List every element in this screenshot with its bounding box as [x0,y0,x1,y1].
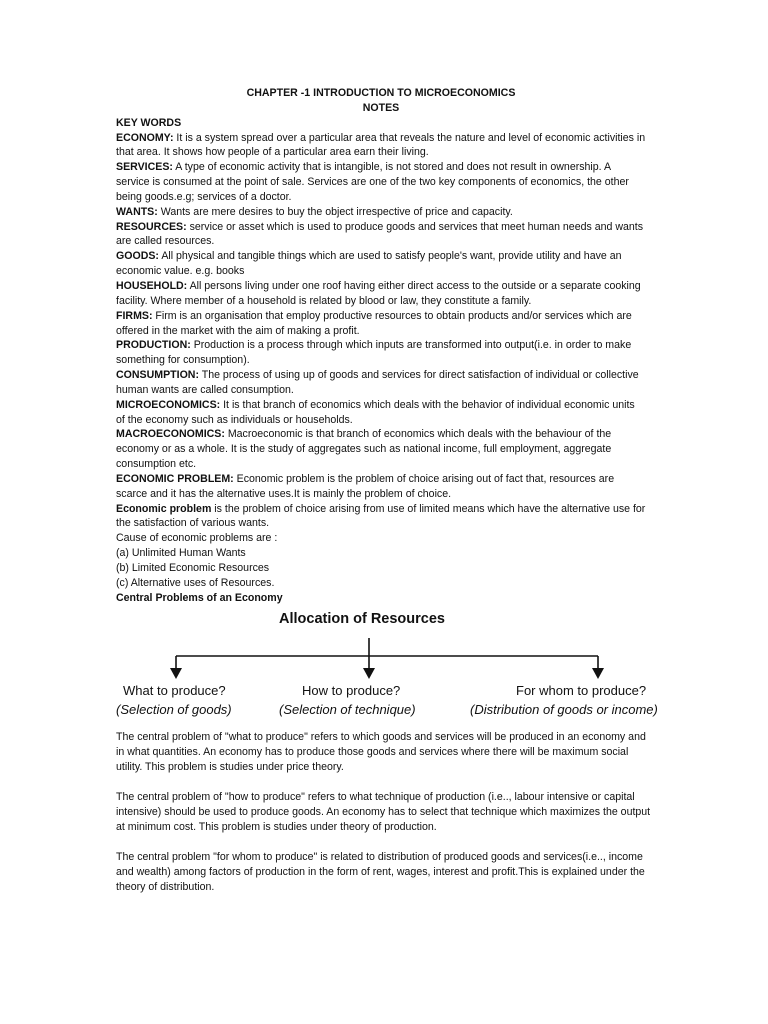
entry-text: Macroeconomic is that branch of economics which deals with the behaviour of the economy or as a whole. It is the study of aggregates such as national income, full employment, aggregate consumption etc. [116,428,612,471]
entry-text: Firm is an organisation that employ productive resources to obtain products and/or services which are offered in the market with the aim of making a profit. [116,309,632,337]
entry-services [116,160,646,205]
entry-economic-problem [116,472,646,502]
entry-term: FIRMS: [116,309,153,322]
entry-economic-problem-alt [116,502,646,532]
cause-item: (b) Limited Economic Resources [116,562,270,574]
entry-term: HOUSEHOLD: [116,279,188,292]
cause-item: (a) Unlimited Human Wants [116,547,246,560]
entry-economy [116,131,646,161]
entry-text: service or asset which is used to produce goods and services that meet human needs and wants are called resources. [116,220,644,248]
branch-label-how: How to produce? [302,683,401,698]
paragraph-how-to-produce: The central problem of "how to produce" refers to what technique of production (i.e.., labour intensive or capital intensive) should be used to produce goods. An economy has to select that technique which maximizes the output at minimum cost. This problem is studies under theory of production. [116,791,651,833]
keywords-heading: KEY WORDS [116,116,182,129]
entry-term: RESOURCES: [116,220,187,233]
entry-term: WANTS: [116,205,158,218]
entry-text: It is that branch of economics which deals with the behavior of individual economic units of the economy such as individuals or households. [116,398,635,426]
entry-term: SERVICES: [116,161,173,174]
entry-text: The process of using up of goods and services for direct satisfaction of individual or collective human wants are called consumption. [116,369,639,396]
entry-term: ECONOMIC PROBLEM: [116,472,234,485]
entry-production [116,338,646,368]
entry-text: Economic problem is the problem of choice arising out of fact that, resources are scarce and it has the alternative uses.It is mainly the problem of choice. [116,472,615,500]
branch-sub-what: (Selection of goods) [116,702,232,717]
allocation-diagram-svg [116,606,716,726]
arrow-down-icon [592,668,604,679]
diagram-title: Allocation of Resources [279,611,445,627]
arrow-down-icon [363,668,375,679]
entry-text: It is a system spread over a particular area that reveals the nature and level of economic activities in that area. It shows how people of a particular area earn their living. [116,131,646,159]
entry-household [116,279,646,309]
entry-microeconomics [116,398,646,428]
entry-consumption [116,368,646,398]
entry-text: A type of economic activity that is intangible, is not stored and does not result in ownership. A service is consumed at the point of sale. Services are one of the two key components of economics, the other being goods.e.g; services of a doctor. [116,161,629,203]
entry-term: CONSUMPTION: [116,369,199,382]
paragraph-for-whom-to-produce: The central problem "for whom to produce" is related to distribution of produced goods and services(i.e.., income and wealth) among factors of production in the form of rent, wages, interest and profit.This is explained under the theory of distribution. [116,851,645,893]
entry-text: All persons living under one roof having either direct access to the outside or a separate cooking facility. Where member of a household is related by blood or law, they constitute a family. [116,279,641,307]
entry-macroeconomics [116,427,646,472]
allocation-diagram [116,606,716,726]
entry-term: GOODS: [116,250,159,263]
chapter-title: CHAPTER -1 INTRODUCTION TO MICROECONOMICS [246,87,516,99]
paragraph-what-to-produce: The central problem of "what to produce" refers to which goods and services will be produced in an economy and in what quantities. An economy has to produce those goods and services where there will be maximum social utility. This problem is studies under price theory. [116,731,646,773]
branch-sub-how: (Selection of technique) [279,702,416,717]
entry-term: PRODUCTION: [116,339,191,352]
entry-term: MACROECONOMICS: [116,428,225,441]
entry-term: ECONOMY: [116,131,174,144]
causes-intro: Cause of economic problems are : [116,532,278,545]
entry-text: Production is a process through which inputs are transformed into output(i.e. in order to make something for consumption). [116,339,632,367]
central-problems-explanations [116,730,651,910]
entry-text: Wants are mere desires to buy the object irrespective of price and capacity. [157,205,513,218]
branch-label-what: What to produce? [123,683,226,698]
entry-firms [116,309,646,339]
entry-goods [116,249,646,279]
notes-subtitle: NOTES [362,101,400,114]
entry-resources [116,220,646,250]
cause-item: (c) Alternative uses of Resources. [116,576,275,589]
central-problems-heading: Central Problems of an Economy [116,591,283,604]
branch-label-for-whom: For whom to produce? [516,683,647,698]
entry-text: is the problem of choice arising from use of limited means which have the alternative use for the satisfaction of various wants. [116,502,646,530]
notes-body [116,86,646,606]
arrow-down-icon [170,668,182,679]
entry-term: MICROECONOMICS: [116,398,221,411]
entry-text: All physical and tangible things which are used to satisfy people's want, provide utility and have an economic value. e.g. books [116,250,622,278]
entry-wants [116,205,646,220]
entry-term: Economic problem [116,502,212,515]
branch-sub-for-whom: (Distribution of goods or income) [470,702,658,717]
